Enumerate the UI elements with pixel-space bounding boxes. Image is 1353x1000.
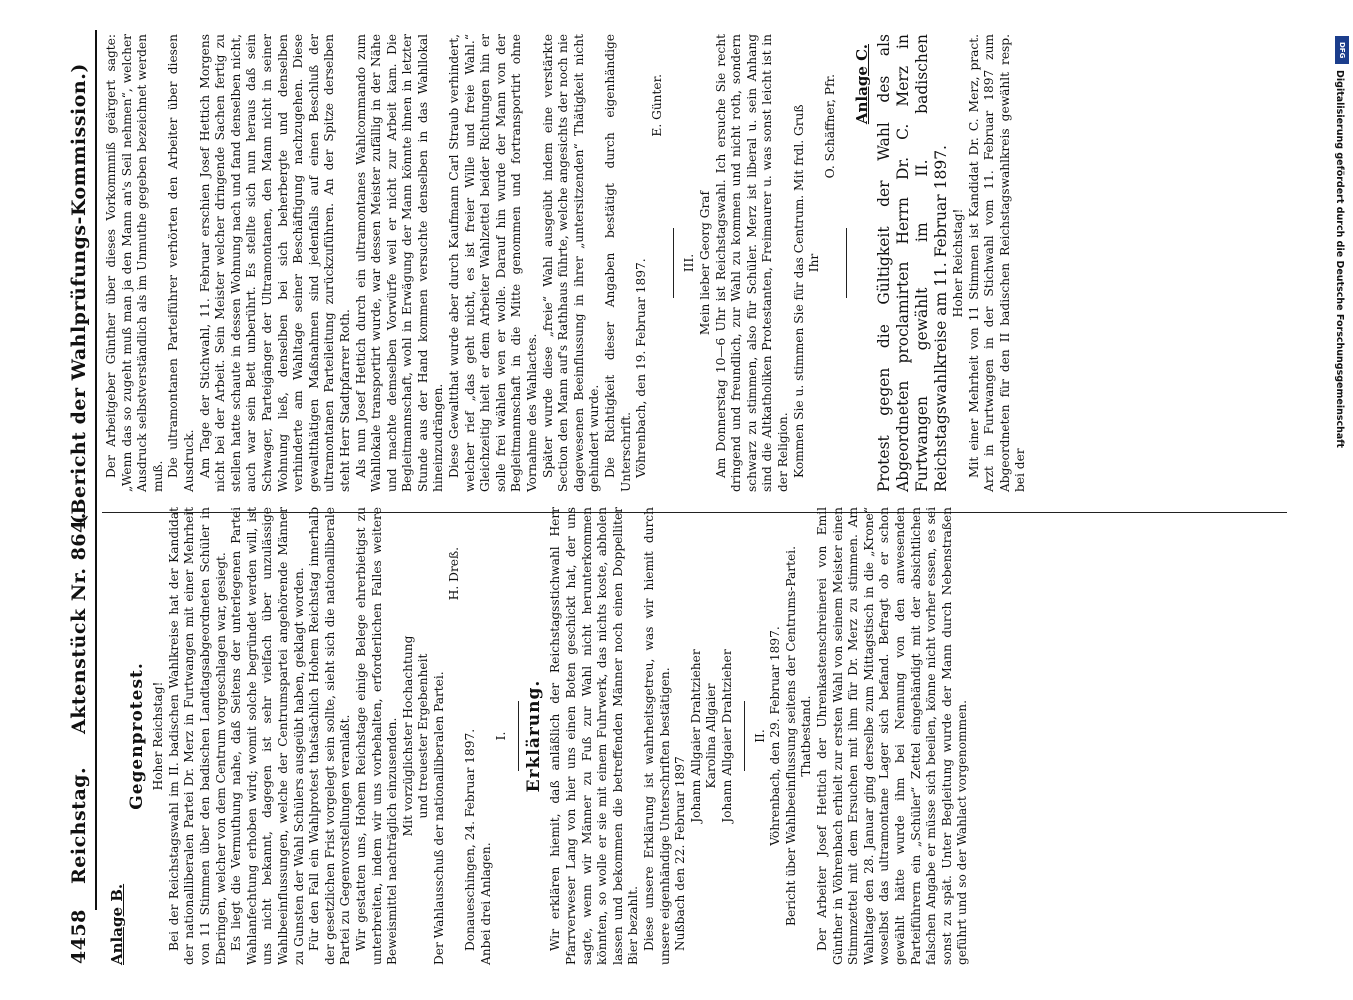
paragraph: Mit einer Mehrheit von 11 Stimmen ist Kandidat Dr. C. Merz, pract. Arzt in Furtwangen in der Stichwahl vom 11. Februar 1897 zum Abgeordneten für den II badischen Reichstagswahlkreis gewählt resp. bei der bbox=[966, 34, 1028, 492]
signature: Johann Allgaier Drahtzieher bbox=[719, 649, 734, 823]
signature: H. Dreß. bbox=[447, 547, 462, 601]
committee-name: Der Wahlausschuß der nationalliberalen Partei. bbox=[431, 671, 446, 965]
place-date: Donaueschingen, 24. Februar 1897. bbox=[463, 728, 478, 951]
gegenprotest-heading: Gegenprotest. bbox=[126, 662, 147, 810]
page-header bbox=[66, 30, 92, 964]
erklaerung-heading: Erklärung. bbox=[523, 679, 544, 793]
paragraph: Wir erklären hiemit, daß anläßlich der Reichstagsstichwahl Herr Pfarrverweser Lang von hier uns einen Boten geschickt hat, der uns sagte, wenn wir Männer zu Fuß zur Wahl nicht herunterkommen könnten, so wolle er sie mit einem Fuhrwerk, das nichts koste, abholen lassen und bekommen die betreffenden Männer noch einen Doppelliter Bier bezahlt. bbox=[548, 507, 641, 965]
section-number: II. bbox=[752, 729, 767, 743]
paragraph: Als nun Josef Hettich durch ein ultramontanes Wahlcommando zum Wahllokale transportirt wurde, war dessen Meister zufällig in der Nähe und machte demselben Vorwürfe weil er nicht zur Arbeit kam. Die Begleitmannschaft, wohl in Erwägung der Mann könnte ihnen in letzter Stunde aus der Hand kommen versuchte denselben in das Wahllokal hineinzudrängen. bbox=[353, 34, 446, 492]
header-aktenstueck: Aktenstück Nr. 864. bbox=[68, 512, 90, 734]
section-number: I. bbox=[494, 731, 509, 741]
header-rule bbox=[95, 30, 97, 910]
paragraph: Diese unsere Erklärung ist wahrheitsgetreu, was wir hiemit durch unsere eigenhändige Unterschriften bestätigen. bbox=[642, 507, 672, 965]
closing-line: Mit vorzüglichster Hochachtung bbox=[400, 635, 415, 837]
signature: O. Schäffner, Pfr. bbox=[822, 74, 837, 179]
left-column bbox=[104, 507, 971, 965]
paragraph: Für den Fall ein Wahlprotest thatsächlich Hohem Reichstag innerhalb der gesetzlichen Frist vorgelegt sein sollte, sieht sich die nationalliberale Partei zu Gegenvorstellungen veranlaßt. bbox=[307, 507, 353, 965]
signature: Johann Allgaier Drahtzieher bbox=[688, 649, 703, 823]
anlage-b-heading: Anlage B. bbox=[108, 883, 126, 965]
salutation: Hoher Reichstag! bbox=[950, 208, 965, 318]
place-date: Vöhrenbach, den 19. Februar 1897. bbox=[634, 258, 649, 478]
enclosures-note: Anbei drei Anlagen. bbox=[478, 842, 493, 965]
salutation: Hoher Reichstag! bbox=[151, 681, 166, 791]
letter-greeting: Mein lieber Georg Graf bbox=[697, 190, 712, 336]
report-title: Bericht über Wahlbeeinflussung seitens der Centrums-Partei. bbox=[783, 546, 798, 926]
paragraph: Wir gestatten uns, Hohem Reichstage einige Belege ehrerbietigst zu unterbreiten, indem wir uns vorbehalten, erforderlichen Falles weitere Beweismittel nachträglich einzusenden. bbox=[353, 507, 400, 965]
place-date: Vöhrenbach, den 29. Februar 1897. bbox=[768, 626, 783, 846]
protest-title: Protest gegen die Gültigkeit der Wahl des als Abgeordneten proclamirten Herrn Dr. C. Merz in Furtwangen gewählt im II. badischen Reichstagswahlkreise am 11. Februar 1897. bbox=[874, 34, 950, 492]
letter-closing: Ihr bbox=[807, 253, 822, 273]
paragraph: Später wurde diese „freie“ Wahl ausgeübt indem eine verstärkte Section den Mann auf's Rathhaus führte, welche angesichts der noch nie dagewesenen Beeinflussung in ihrer „untersitzenden“ Thätigkeit nicht gehindert wurde. bbox=[540, 34, 602, 492]
thatbestand-heading: Thatbestand. bbox=[799, 695, 814, 777]
page-number: 4458 bbox=[68, 909, 90, 964]
digitization-credit: Digitalisierung gefördert durch die Deutsche Forschungsgemeinschaft bbox=[1334, 70, 1345, 448]
paragraph: Die Richtigkeit dieser Angaben bestätigt durch eigenhändige Unterschrift. bbox=[603, 34, 633, 492]
paragraph: Am Tage der Stichwahl, 11. Februar erschien Josef Hettich Morgens nicht bei der Arbeit. Sein Meister welcher dringende Sachen fertig zu stellen hatte schaute in dessen Wohnung nach und fand denselben nicht, auch war sein Bett unberührt. Es stellte sich nun heraus daß sein Schwager, Parteigänger der Ultramontanen, den Mann nicht in seiner Wohnung ließ, denselben bei sich beherbergte und denselben verhinderte am Wahltage seiner Beschäftigung nachzugehen. Diese gewaltthätigen Maßnahmen sind jedenfalls auf einen Beschluß der ultramontanen Parteileitung zurückzuführen. An der Spitze derselben steht Herr Stadtpfarrer Roth. bbox=[197, 34, 352, 492]
dfg-logo: DFG bbox=[1335, 36, 1349, 64]
short-rule bbox=[744, 701, 745, 771]
signature: E. Günter. bbox=[649, 74, 664, 137]
signature: Karolina Allgaier bbox=[704, 683, 719, 789]
paragraph: Der Arbeiter Josef Hettich der Uhrenkastenschreinerei von Emil Günther in Vöhrenbach erhielt zur ersten Wahl von seinem Meister einen Stimmzettel mit dem Ersuchen mit ihm für Dr. Merz zu stimmen. Am Wahltage den 28. Januar ging derselbe zum Mittagstisch in die „Krone“ woselbst das ultramontane Lager sich befand. Befragt ob er schon gewählt hätte wurde ihm bei Nennung von den anwesenden Parteiführern ein „Schüler“ Zettel eingehändigt mit der absichtlichen falschen Angabe er müsse sich beeilen, könne nicht vorher essen, es sei sonst zu spät. Unter Begleitung wurde der Mann durch Nebenstraßen geführt und so der Wahlact vorgenommen. bbox=[814, 507, 970, 965]
anlage-c-heading: Anlage C. bbox=[853, 44, 872, 125]
paragraph: Bei der Reichstagswahl im II. badischen Wahlkreise hat der Kandidat der nationalliberalen Partei Dr. Merz in Furtwangen mit einer Mehrheit von 11 Stimmen über den badischen Landtagsabgeordneten Schüler in Eberingen, welcher von dem Centrum vorgeschlagen war, gesiegt. bbox=[166, 507, 228, 965]
short-rule bbox=[673, 228, 674, 298]
paragraph: Am Donnerstag 10—6 Uhr ist Reichstagswahl. Ich ersuche Sie recht dringend und freundlich, zur Wahl zu kommen und nicht roth, sondern schwarz zu stimmen, also für Schüler. Merz ist liberal u. sein Anhang sind die Altkatholiken Protestanten, Freimaurer u. was sonst leicht ist in der Religion. bbox=[713, 34, 790, 492]
paragraph: Kommen Sie u. stimmen Sie für das Centrum. Mit frdl. Gruß bbox=[791, 104, 806, 478]
right-column bbox=[104, 34, 1029, 492]
header-reichstag: Reichstag. bbox=[68, 766, 90, 884]
paragraph: Der Arbeitgeber Günther über dieses Vorkommniß geärgert sagte: „Wenn das so zugeht muß man ja den Mann an's Seil nehmen“, welcher Ausdruck selbstverständlich als im Unmuthe gegeben bezeichnet werden muß. bbox=[104, 34, 165, 492]
place-date: Nußbach den 22. Februar 1897 bbox=[673, 756, 688, 951]
section-number: III. bbox=[682, 253, 697, 273]
paragraph: Diese Gewaltthat wurde aber durch Kaufmann Carl Straub verhindert, welcher rief „das geht nicht, es ist freier Wille und freie Wahl.“ Gleichzeitig hielt er dem Arbeiter Wahlzettel beider Richtungen hin er solle frei wählen wen er wolle. Darauf hin wurde der Mann von der Begleitmannschaft in die Mitte genommen und fortransportirt ohne Vornahme des Wahlactes. bbox=[447, 34, 540, 492]
paragraph: Die ultramontanen Parteiführer verhörten den Arbeiter über diesen Ausdruck. bbox=[166, 34, 196, 492]
closing-line: und treuester Ergebenheit bbox=[416, 653, 431, 819]
header-title: (Bericht der Wahlprüfungs-Kommission.) bbox=[68, 63, 90, 524]
paragraph: Es liegt die Vermuthung nahe, daß Seitens der unterlegenen Partei Wahlanfechtung erhoben wird; womit solche begründet werden will, ist uns nicht bekannt, dagegen ist sehr vielfach über unzulässige Wahlbeeinflussungen, welche der Centrumspartei angehörende Männer zu Gunsten der Wahl Schülers ausgeübt haben, geklagt worden. bbox=[229, 507, 306, 965]
short-rule bbox=[846, 228, 847, 298]
short-rule bbox=[518, 701, 519, 771]
digitization-sidebar bbox=[1334, 36, 1352, 996]
